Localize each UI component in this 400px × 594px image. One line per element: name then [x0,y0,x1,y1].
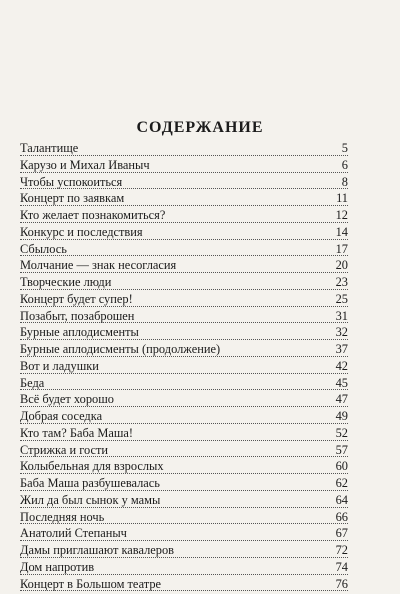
toc-entry-page: 6 [342,159,348,172]
toc-entry-label: Концерт по заявкам [20,192,124,205]
toc-entry-label: Позабыт, позаброшен [20,310,134,323]
toc-entry-label: Бурные аплодисменты [20,326,139,339]
toc-entry-page: 32 [336,326,348,339]
toc-entry-label: Дом напротив [20,561,94,574]
toc-entry [20,460,348,477]
toc-entry [20,276,348,293]
toc-entry-label: Сбылось [20,243,67,256]
toc-entry-label: Конкурс и последствия [20,226,143,239]
toc-entry [20,192,348,209]
toc-title: СОДЕРЖАНИЕ [0,118,400,138]
toc-entry [20,427,348,444]
toc-leader-rule [20,389,348,390]
toc-entry [20,259,348,276]
toc-entry-label: Стрижка и гости [20,444,108,457]
toc-entry-page: 8 [342,176,348,189]
toc-entry [20,209,348,226]
toc-entry [20,444,348,461]
toc-entry-label: Концерт будет супер! [20,293,133,306]
toc-entry [20,393,348,410]
toc-entry-page: 76 [336,578,348,591]
toc-entry-page: 57 [336,444,348,457]
toc-entry-label: Концерт в Большом театре [20,578,161,591]
toc-entry-label: Дамы приглашают кавалеров [20,544,174,557]
toc-entry [20,477,348,494]
toc-entry-page: 14 [336,226,348,239]
toc-entry-page: 31 [336,310,348,323]
toc-entry [20,561,348,578]
toc-entry-page: 5 [342,142,348,155]
toc-entry-page: 47 [336,393,348,406]
toc-entry-page: 66 [336,511,348,524]
toc-entry-label: Добрая соседка [20,410,102,423]
toc-entry [20,226,348,243]
toc-entry-page: 20 [336,259,348,272]
toc-entry-label: Вот и ладушки [20,360,99,373]
toc-entry-label: Баба Маша разбушевалась [20,477,160,490]
toc-entry-label: Последняя ночь [20,511,104,524]
toc-entry-page: 60 [336,460,348,473]
toc-entry-label: Кто желает познакомиться? [20,209,165,222]
toc-entry [20,243,348,260]
toc-entry-label: Кто там? Баба Маша! [20,427,133,440]
toc-entry [20,176,348,193]
toc-entry-label: Беда [20,377,44,390]
toc-entry-page: 74 [336,561,348,574]
toc-entry-label: Чтобы успокоиться [20,176,122,189]
toc-entry [20,326,348,343]
toc-entry-page: 67 [336,527,348,540]
toc-entry-label: Бурные аплодисменты (продолжение) [20,343,220,356]
toc-entry-label: Жил да был сынок у мамы [20,494,160,507]
toc-entry-page: 64 [336,494,348,507]
toc-entry-page: 42 [336,360,348,373]
toc-entry-page: 11 [336,192,348,205]
toc-entry-page: 52 [336,427,348,440]
toc-entry-page: 49 [336,410,348,423]
toc-entry-label: Талантище [20,142,78,155]
toc-entry-label: Карузо и Михал Иваныч [20,159,150,172]
toc-entry-label: Молчание — знак несогласия [20,259,176,272]
toc-entry [20,494,348,511]
toc-list [20,142,348,594]
toc-entry-page: 37 [336,343,348,356]
toc-entry [20,527,348,544]
toc-entry [20,310,348,327]
toc-entry [20,410,348,427]
toc-entry [20,377,348,394]
toc-entry [20,159,348,176]
toc-entry-label: Анатолий Степаныч [20,527,127,540]
toc-entry-label: Всё будет хорошо [20,393,114,406]
toc-entry-page: 12 [336,209,348,222]
toc-entry [20,578,348,594]
toc-entry [20,360,348,377]
toc-entry-label: Колыбельная для взрослых [20,460,164,473]
toc-entry-page: 17 [336,243,348,256]
toc-entry-page: 23 [336,276,348,289]
toc-entry [20,343,348,360]
toc-entry-page: 72 [336,544,348,557]
toc-leader-rule [20,255,348,256]
toc-entry-page: 62 [336,477,348,490]
toc-entry [20,142,348,159]
toc-entry [20,544,348,561]
toc-entry-page: 45 [336,377,348,390]
toc-entry [20,293,348,310]
toc-entry [20,511,348,528]
toc-entry-page: 25 [336,293,348,306]
toc-entry-label: Творческие люди [20,276,111,289]
